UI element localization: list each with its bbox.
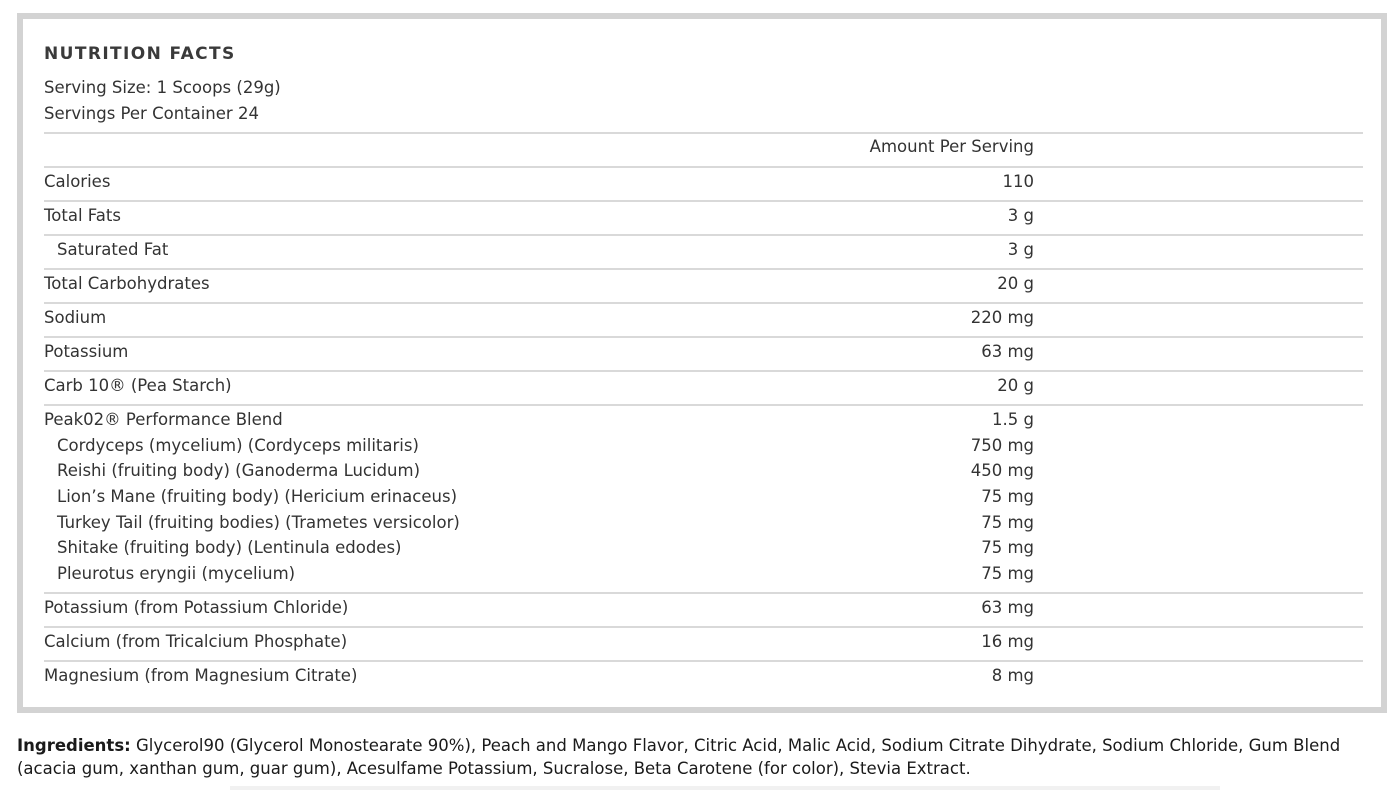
serving-size: Serving Size: 1 Scoops (29g) <box>44 78 281 97</box>
divider <box>44 626 1363 628</box>
nutrition-facts-title: NUTRITION FACTS <box>44 44 236 64</box>
row-value-shitake: 75 mg <box>981 538 1034 557</box>
row-value-turkey-tail: 75 mg <box>981 513 1034 532</box>
divider <box>44 370 1363 372</box>
amount-per-serving-header: Amount Per Serving <box>869 137 1034 156</box>
row-label-pleurotus-eryngii: Pleurotus eryngii (mycelium) <box>57 564 296 583</box>
row-value-calcium: 16 mg <box>981 632 1034 651</box>
divider <box>44 592 1363 594</box>
row-label-peak02-blend: Peak02® Performance Blend <box>44 410 283 429</box>
row-label-total-carbohydrates: Total Carbohydrates <box>44 274 210 293</box>
row-label-potassium: Potassium <box>44 342 129 361</box>
row-label-potassium-chloride: Potassium (from Potassium Chloride) <box>44 598 349 617</box>
row-value-cordyceps: 750 mg <box>970 436 1034 455</box>
row-label-calcium: Calcium (from Tricalcium Phosphate) <box>44 632 348 651</box>
row-label-saturated-fat: Saturated Fat <box>57 240 169 259</box>
divider <box>44 404 1363 406</box>
row-value-lions-mane: 75 mg <box>981 487 1034 506</box>
divider <box>44 302 1363 304</box>
row-label-lions-mane: Lion’s Mane (fruiting body) (Hericium erinaceus) <box>57 487 458 506</box>
row-label-reishi: Reishi (fruiting body) (Ganoderma Lucidum) <box>57 461 421 480</box>
row-label-turkey-tail: Turkey Tail (fruiting bodies) (Trametes versicolor) <box>57 513 460 532</box>
row-value-reishi: 450 mg <box>970 461 1034 480</box>
divider <box>44 132 1363 134</box>
servings-per-container: Servings Per Container 24 <box>44 104 259 123</box>
ingredients-label: Ingredients: <box>17 736 131 755</box>
row-label-carb-10: Carb 10® (Pea Starch) <box>44 376 232 395</box>
row-label-cordyceps: Cordyceps (mycelium) (Cordyceps militaris) <box>57 436 419 455</box>
bottom-divider <box>230 786 1220 790</box>
row-label-calories: Calories <box>44 172 111 191</box>
divider <box>44 336 1363 338</box>
row-value-magnesium: 8 mg <box>991 666 1034 685</box>
row-value-potassium-chloride: 63 mg <box>981 598 1034 617</box>
divider <box>44 268 1363 270</box>
row-label-shitake: Shitake (fruiting body) (Lentinula edodes) <box>57 538 402 557</box>
row-value-carb-10: 20 g <box>997 376 1034 395</box>
divider <box>44 166 1363 168</box>
row-value-total-carbohydrates: 20 g <box>997 274 1034 293</box>
row-value-sodium: 220 mg <box>970 308 1034 327</box>
row-value-calories: 110 <box>1002 172 1034 191</box>
row-label-total-fats: Total Fats <box>44 206 121 225</box>
divider <box>44 660 1363 662</box>
row-value-total-fats: 3 g <box>1007 206 1034 225</box>
row-label-magnesium: Magnesium (from Magnesium Citrate) <box>44 666 358 685</box>
row-value-saturated-fat: 3 g <box>1007 240 1034 259</box>
row-value-pleurotus-eryngii: 75 mg <box>981 564 1034 583</box>
divider <box>44 234 1363 236</box>
ingredients-list: Glycerol90 (Glycerol Monostearate 90%), Peach and Mango Flavor, Citric Acid, Malic Acid, Sodium Citrate Dihydrate, Sodium Chloride, Gum Blend (acacia gum, xanthan gum, guar gum), Acesulfame Potassium, Sucralose, Beta Carotene (for color), Stevia Extract. <box>17 736 1341 778</box>
nutrition-facts-panel <box>17 13 1387 713</box>
row-value-peak02-blend: 1.5 g <box>992 410 1034 429</box>
row-value-potassium: 63 mg <box>981 342 1034 361</box>
divider <box>44 200 1363 202</box>
row-label-sodium: Sodium <box>44 308 107 327</box>
ingredients-text <box>17 734 1377 780</box>
